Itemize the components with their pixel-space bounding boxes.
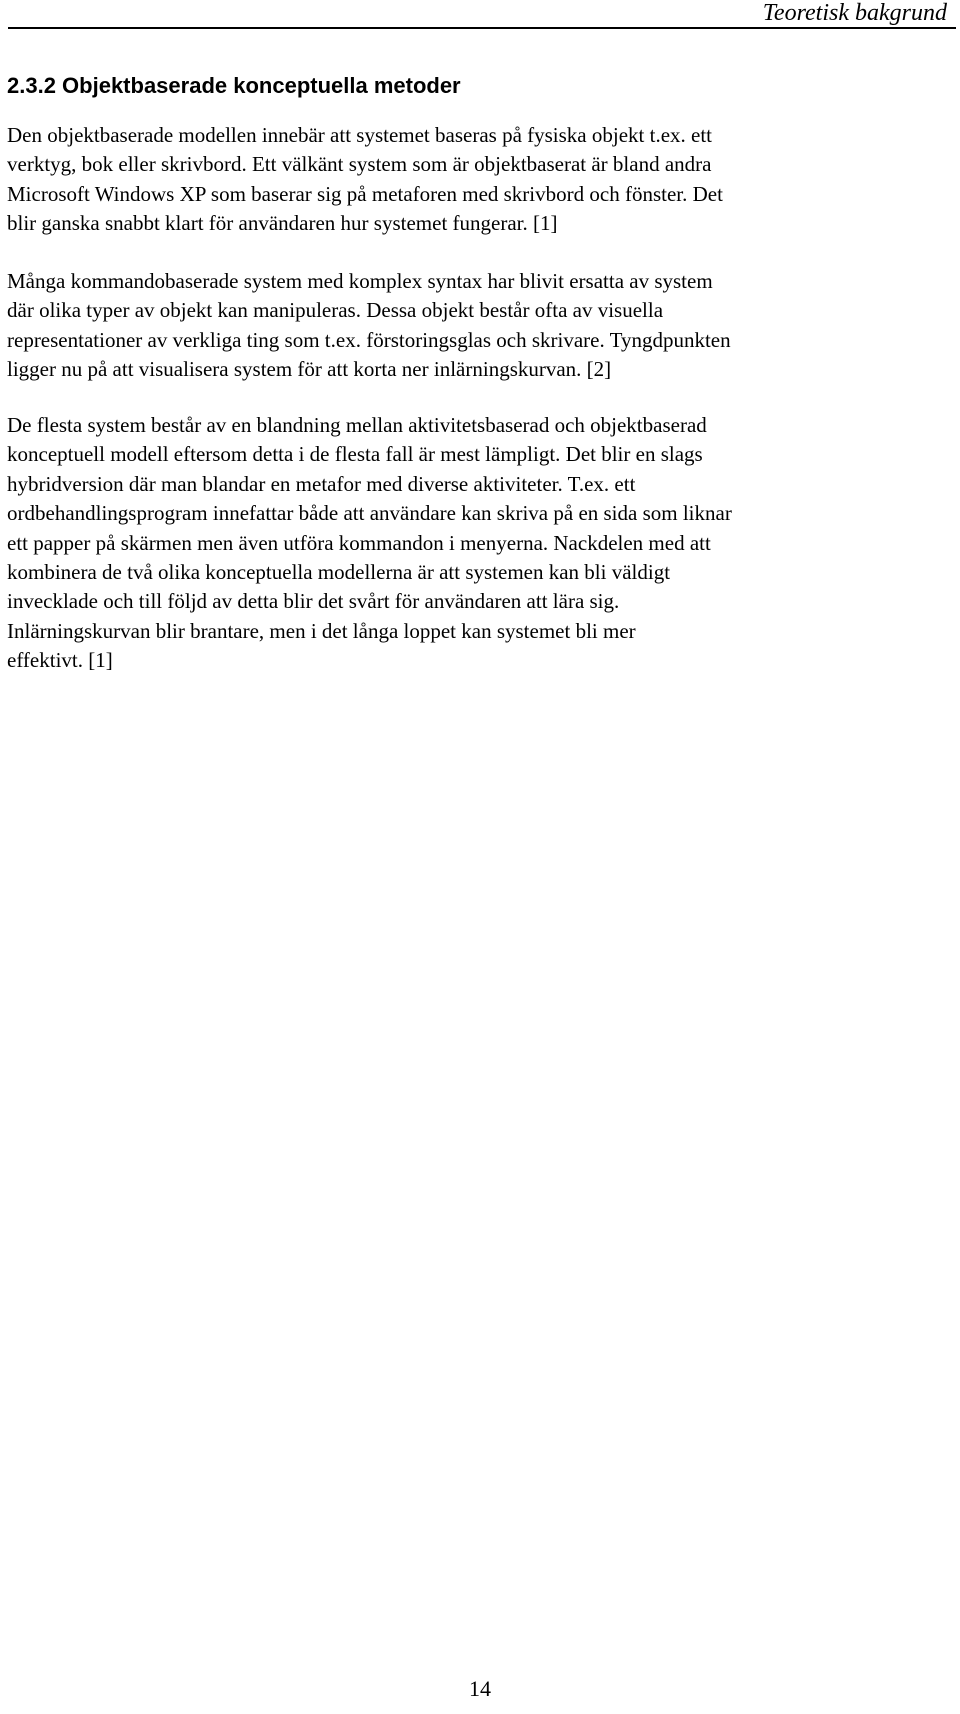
text-line: Den objektbaserade modellen innebär att systemet baseras på fysiska objekt t.ex. ett <box>7 123 713 147</box>
text-line: Många kommandobaserade system med komplex syntax har blivit ersatta av system <box>7 269 713 293</box>
text-line: Microsoft Windows XP som baserar sig på metaforen med skrivbord och fönster. Det <box>7 181 723 206</box>
text-line: Inlärningskurvan blir brantare, men i det långa loppet kan systemet bli mer <box>7 618 636 643</box>
text-line: blir ganska snabbt klart för användaren hur systemet fungerar. [1] <box>7 211 558 236</box>
running-header-title: Teoretisk bakgrund <box>762 0 947 26</box>
text-line: De flesta system består av en blandning mellan aktivitetsbaserad och objektbaserad <box>7 413 707 437</box>
paragraph-command-systems <box>7 267 937 385</box>
text-line: hybridversion där man blandar en metafor med diverse aktiviteter. T.ex. ett <box>7 471 636 496</box>
text-line: där olika typer av objekt kan manipuleras. Dessa objekt består ofta av visuella <box>7 298 664 323</box>
text-line: ligger nu på att visualisera system för att korta ner inlärningskurvan. [2] <box>7 357 612 382</box>
text-line: verktyg, bok eller skrivbord. Ett välkänt system som är objektbaserat är bland andra <box>7 152 712 177</box>
paragraph-object-based-model <box>7 121 937 239</box>
page-number: 14 <box>469 1676 491 1701</box>
text-line: representationer av verkliga ting som t.ex. förstoringsglas och skrivare. Tyngdpunkten <box>7 327 731 352</box>
text-line: kombinera de två olika konceptuella modellerna är att systemen kan bli väldigt <box>7 560 671 585</box>
paragraph-hybrid-models <box>7 411 937 676</box>
text-line: effektivt. [1] <box>7 648 113 673</box>
text-line: invecklade och till följd av detta blir det svårt för användaren att lära sig. <box>7 589 620 614</box>
header-divider <box>8 27 956 29</box>
text-line: konceptuell modell eftersom detta i de flesta fall är mest lämpligt. Det blir en slags <box>7 442 703 467</box>
text-line: ett papper på skärmen men även utföra kommandon i menyerna. Nackdelen med att <box>7 530 711 555</box>
text-line: ordbehandlingsprogram innefattar både att användare kan skriva på en sida som liknar <box>7 501 732 526</box>
section-heading: 2.3.2 Objektbaserade konceptuella metoder <box>7 73 461 98</box>
